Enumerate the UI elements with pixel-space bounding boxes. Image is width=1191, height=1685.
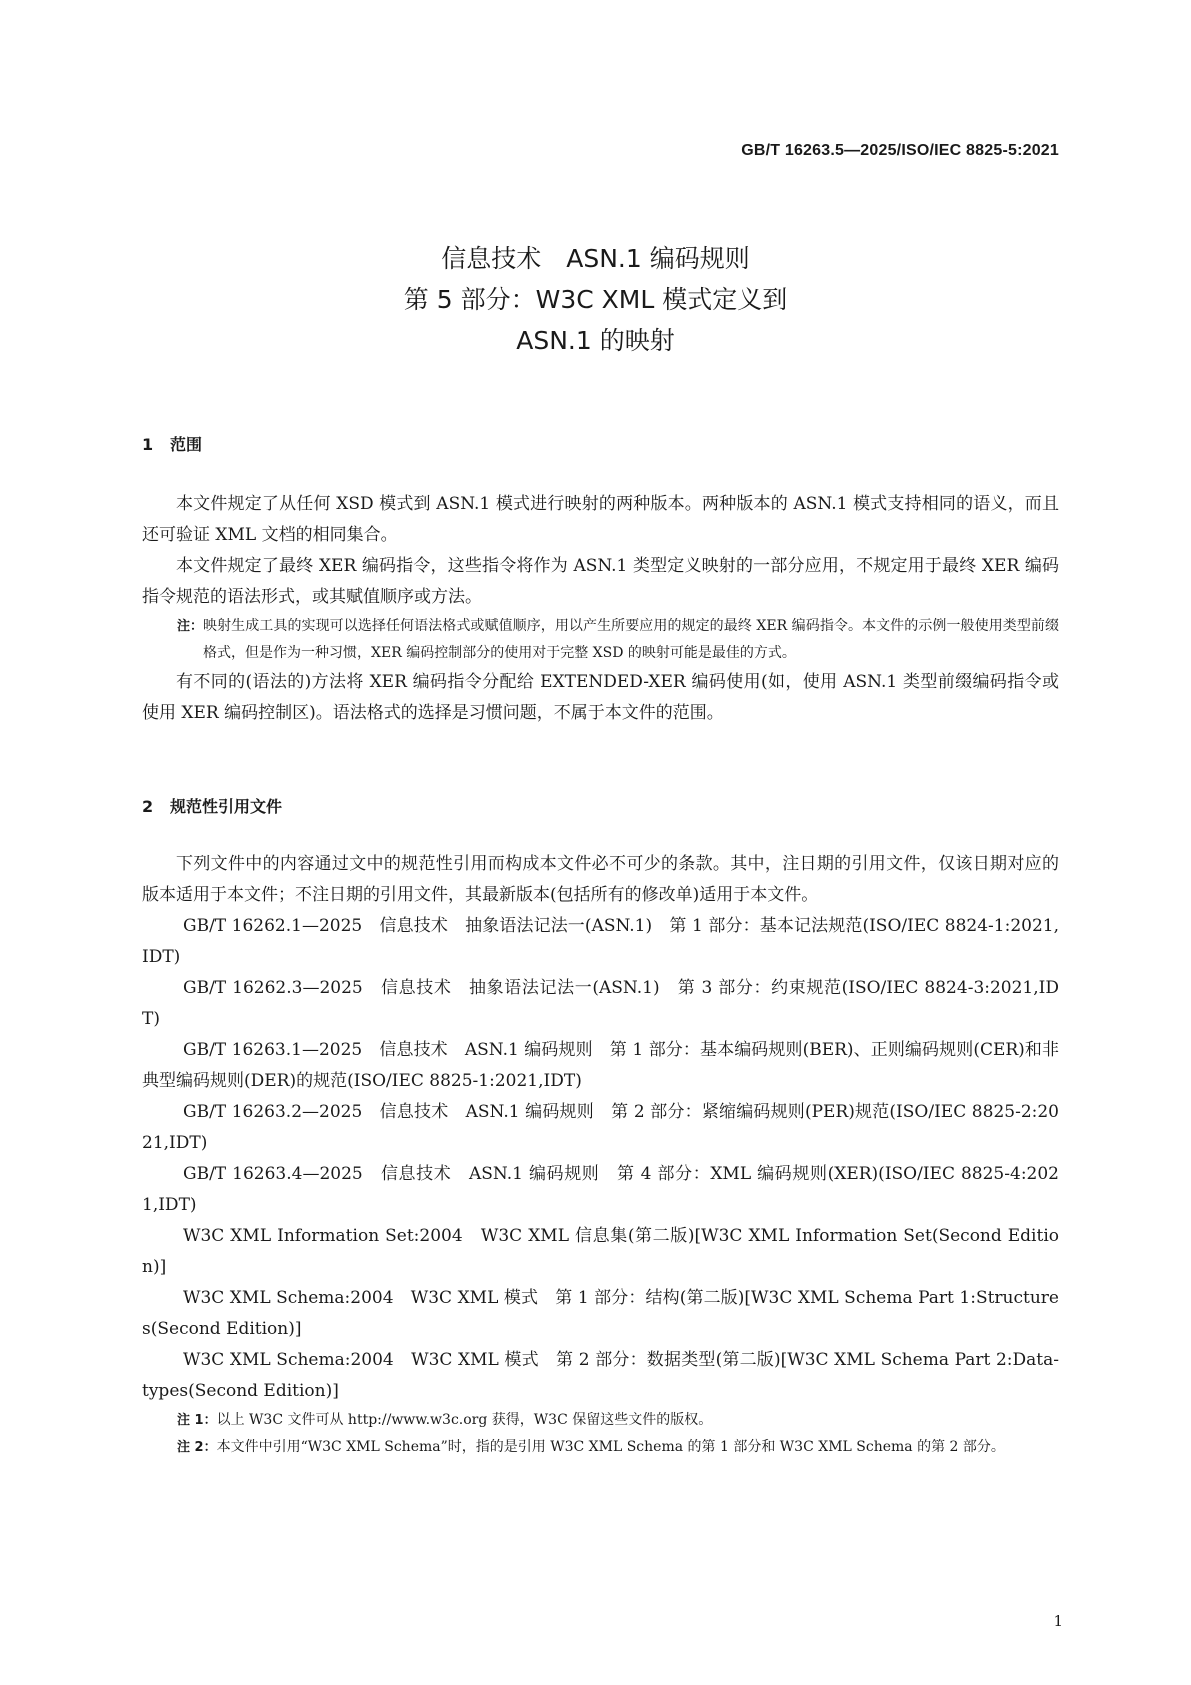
note-1-text: 以上 W3C 文件可从 http://www.w3c.org 获得，W3C 保留这些文件的版权。: [216, 1412, 713, 1428]
note-2-label: 注 2：: [177, 1440, 217, 1455]
normative-reference: GB/T 16263.2—2025 信息技术 ASN.1 编码规则 第 2 部分：紧缩编码规则(PER)规范(ISO/IEC 8825-2:2021,IDT): [142, 1102, 1059, 1153]
note-1-label: 注 1：: [177, 1413, 217, 1428]
page-number: 1: [1053, 1612, 1063, 1630]
normative-reference: W3C XML Schema:2004 W3C XML 模式 第 2 部分：数据类型(第二版)[W3C XML Schema Part 2:Data-types(Second Edition)]: [142, 1350, 1059, 1401]
normative-reference: GB/T 16262.1—2025 信息技术 抽象语法记法一(ASN.1) 第 1 部分：基本记法规范(ISO/IEC 8824-1:2021,IDT): [142, 916, 1059, 967]
section-2-title: 规范性引用文件: [170, 797, 283, 816]
section-1-title: 范围: [170, 435, 203, 454]
section-1-body: [142, 489, 1059, 729]
section-1-number: 1: [142, 435, 154, 454]
section-2-body: [142, 849, 1059, 1461]
standard-number: GB/T 16263.5—2025/ISO/IEC 8825-5:2021: [741, 142, 1059, 159]
title-line-2: 第 5 部分：W3C XML 模式定义到: [403, 285, 788, 314]
section-1-note: [142, 613, 1059, 667]
section-2-note-2: [142, 1434, 1059, 1461]
section-2-number: 2: [142, 797, 154, 816]
normative-reference: GB/T 16262.3—2025 信息技术 抽象语法记法一(ASN.1) 第 3 部分：约束规范(ISO/IEC 8824-3:2021,IDT): [142, 978, 1059, 1029]
note-text: 映射生成工具的实现可以选择任何语法格式或赋值顺序，用以产生所要应用的规定的最终 XER 编码指令。本文件的示例一般使用类型前缀格式，但是作为一种习惯，XER 编码控制部分的使用对于完整 XSD 的映射可能是最佳的方式。: [203, 618, 1059, 661]
normative-reference: GB/T 16263.1—2025 信息技术 ASN.1 编码规则 第 1 部分：基本编码规则(BER)、正则编码规则(CER)和非典型编码规则(DER)的规范(ISO/IEC 8825-1:2021,IDT): [142, 1040, 1059, 1091]
section-2-intro: 下列文件中的内容通过文中的规范性引用而构成本文件必不可少的条款。其中，注日期的引用文件，仅该日期对应的版本适用于本文件；不注日期的引用文件，其最新版本(包括所有的修改单)适用于本文件。: [142, 854, 1059, 905]
section-1-heading: [142, 432, 202, 455]
section-2-heading: [142, 794, 282, 817]
normative-reference: W3C XML Information Set:2004 W3C XML 信息集(第二版)[W3C XML Information Set(Second Edition)]: [142, 1226, 1059, 1277]
note-2-text: 本文件中引用“W3C XML Schema”时，指的是引用 W3C XML Schema 的第 1 部分和 W3C XML Schema 的第 2 部分。: [216, 1439, 1005, 1455]
section-1-paragraph: 有不同的(语法的)方法将 XER 编码指令分配给 EXTENDED-XER 编码使用(如，使用 ASN.1 类型前缀编码指令或使用 XER 编码控制区)。语法格式的选择是习惯问题，不属于本文件的范围。: [142, 672, 1059, 723]
title-line-1: 信息技术 ASN.1 编码规则: [441, 244, 750, 273]
section-2-note-1: [142, 1407, 1059, 1434]
normative-reference: GB/T 16263.4—2025 信息技术 ASN.1 编码规则 第 4 部分：XML 编码规则(XER)(ISO/IEC 8825-4:2021,IDT): [142, 1164, 1059, 1215]
section-1-paragraph: 本文件规定了最终 XER 编码指令，这些指令将作为 ASN.1 类型定义映射的一部分应用，不规定用于最终 XER 编码指令规范的语法形式，或其赋值顺序或方法。: [142, 556, 1059, 607]
normative-reference: W3C XML Schema:2004 W3C XML 模式 第 1 部分：结构(第二版)[W3C XML Schema Part 1:Structures(Second Edition)]: [142, 1288, 1059, 1339]
note-label: 注：: [177, 619, 204, 634]
document-title: [0, 238, 1191, 361]
title-line-3: ASN.1 的映射: [516, 326, 675, 355]
section-1-paragraph: 本文件规定了从任何 XSD 模式到 ASN.1 模式进行映射的两种版本。两种版本的 ASN.1 模式支持相同的语义，而且还可验证 XML 文档的相同集合。: [142, 494, 1059, 545]
